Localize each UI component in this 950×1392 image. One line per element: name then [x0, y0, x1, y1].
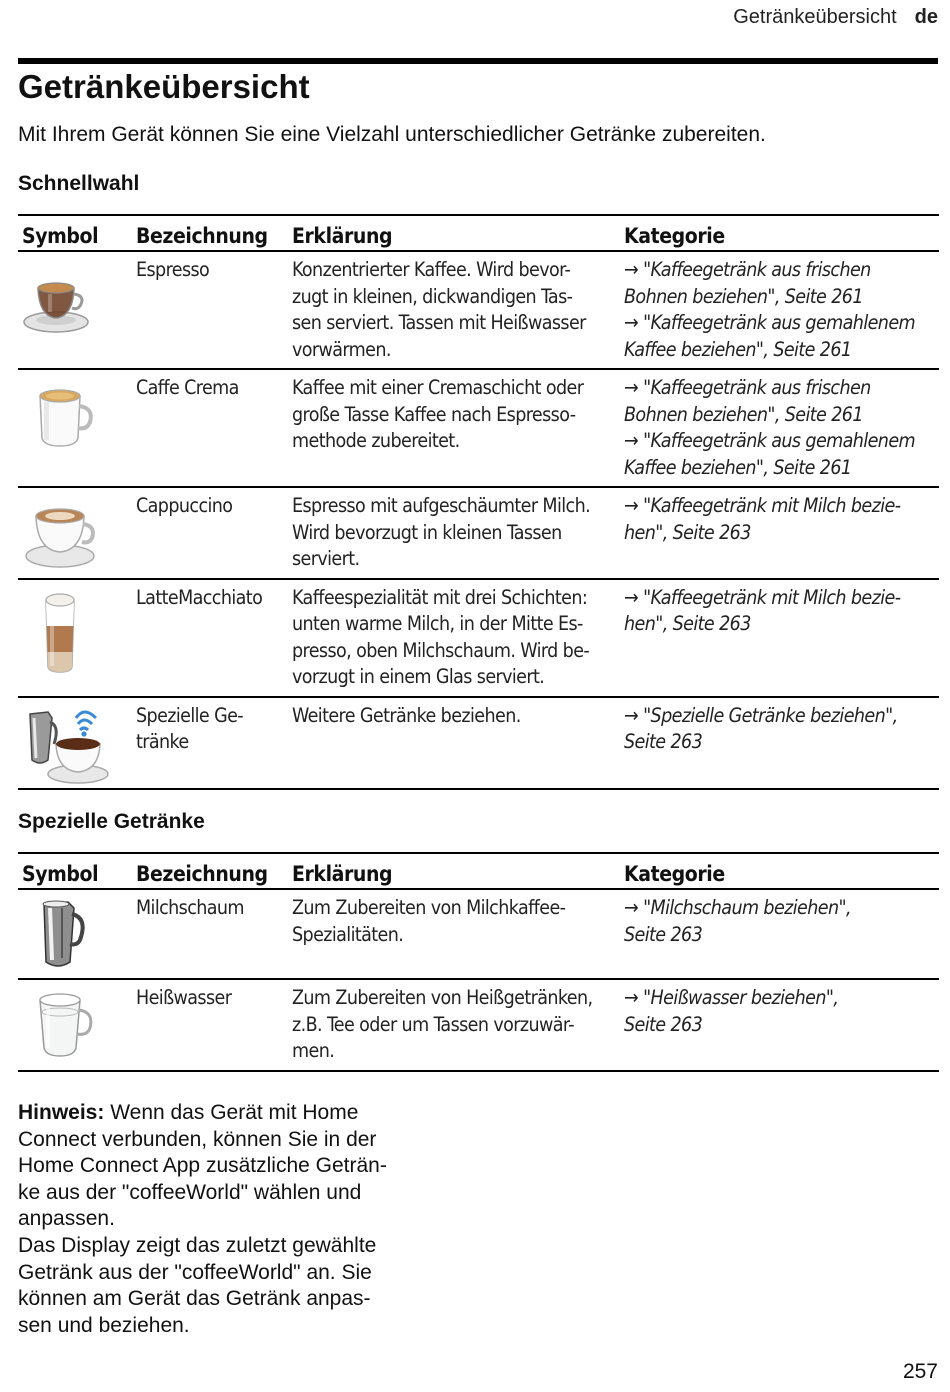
table-row: [18, 579, 939, 697]
column-header-category: Kategorie: [620, 215, 939, 251]
drink-name: Cappuccino: [132, 487, 288, 579]
table-row: [18, 251, 939, 369]
running-header: [733, 6, 938, 29]
symbol-cell: [18, 889, 132, 979]
drink-name: Heißwasser: [132, 979, 288, 1071]
cappuccino-cup-icon: [22, 494, 104, 574]
table-row: [18, 697, 939, 789]
table-header-row: [18, 853, 939, 889]
table-row: [18, 369, 939, 487]
symbol-cell: [18, 697, 132, 789]
language-code: de: [914, 6, 938, 28]
drink-explanation: Zum Zubereiten von Heißgetränken, z.B. Tee oder um Tassen vorzuwär- men.: [288, 979, 620, 1071]
column-header-explanation: Erklärung: [288, 853, 620, 889]
symbol-cell: [18, 579, 132, 697]
drink-explanation: Konzentrierter Kaffee. Wird bevor- zugt in kleinen, dickwandigen Tas- sen serviert. Tassen mit Heißwasser vorwärmen.: [288, 251, 620, 369]
drink-category: → "Kaffeegetränk mit Milch bezie- hen", Seite 263: [620, 579, 939, 697]
note-block: Hinweis: Wenn das Gerät mit Home Connect verbunden, können Sie in der Home Connect App zusätzliche Geträn- ke aus der "coffeeWorld" wählen und anpassen. Das Display zeigt das zuletzt gewählte Getränk aus der "coffeeWorld" an. Sie können am Gerät das Getränk anpas- sen und beziehen.: [18, 1101, 387, 1337]
column-header-symbol: Symbol: [18, 853, 132, 889]
drink-name: Espresso: [132, 251, 288, 369]
hot-water-glass-icon: [22, 986, 104, 1062]
category-link[interactable]: → "Milchschaum beziehen",: [624, 896, 851, 919]
running-title: Getränkeübersicht: [733, 6, 897, 28]
section-heading-special-drinks: Spezielle Getränke: [18, 810, 205, 833]
latte-macchiato-glass-icon: [22, 586, 104, 676]
table-header-row: [18, 215, 939, 251]
symbol-cell: [18, 251, 132, 369]
drink-name: Spezielle Ge- tränke: [132, 697, 288, 789]
drink-name: LatteMacchiato: [132, 579, 288, 697]
special-drinks-icon: [22, 704, 112, 788]
column-header-name: Bezeichnung: [132, 853, 288, 889]
category-link[interactable]: → "Kaffeegetränk mit Milch bezie-: [624, 585, 901, 609]
quick-select-table: [18, 214, 939, 790]
drink-category: → "Spezielle Getränke beziehen", Seite 263: [620, 697, 939, 789]
drink-name: Milchschaum: [132, 889, 288, 979]
category-link[interactable]: → "Kaffeegetränk aus frischen: [624, 376, 871, 399]
category-link[interactable]: → "Kaffeegetränk aus gemahlenem: [624, 429, 916, 452]
caffe-crema-cup-icon: [22, 376, 104, 456]
symbol-cell: [18, 979, 132, 1071]
drink-explanation: Kaffeespezialität mit drei Schichten: unten warme Milch, in der Mitte Es- presso, oben Milchschaum. Wird be- vorzugt in einem Glas serviert.: [288, 579, 620, 697]
symbol-cell: [18, 487, 132, 579]
table-row: [18, 889, 939, 979]
milk-jug-icon: [22, 896, 104, 976]
drink-category: → "Kaffeegetränk mit Milch bezie- hen", Seite 263: [620, 487, 939, 579]
drink-explanation: Zum Zubereiten von Milchkaffee- Spezialitäten.: [288, 889, 620, 979]
table-row: [18, 979, 939, 1071]
symbol-cell: [18, 369, 132, 487]
intro-text: Mit Ihrem Gerät können Sie eine Vielzahl unterschiedlicher Getränke zubereiten.: [18, 123, 766, 146]
section-heading-quick-select: Schnellwahl: [18, 172, 140, 195]
drink-category: → "Milchschaum beziehen", Seite 263: [620, 889, 939, 979]
column-header-name: Bezeichnung: [132, 215, 288, 251]
drink-explanation: Kaffee mit einer Cremaschicht oder große Tasse Kaffee nach Espresso- methode zubereitet.: [288, 369, 620, 487]
category-link[interactable]: → "Kaffeegetränk aus gemahlenem: [624, 311, 916, 334]
category-link[interactable]: → "Spezielle Getränke beziehen",: [624, 703, 898, 727]
drink-name: Caffe Crema: [132, 369, 288, 487]
page-title: Getränkeübersicht: [18, 68, 310, 105]
header-rule: [18, 58, 938, 64]
category-link[interactable]: → "Kaffeegetränk aus frischen: [624, 258, 871, 281]
drink-explanation: Espresso mit aufgeschäumter Milch. Wird bevorzugt in kleinen Tassen serviert.: [288, 487, 620, 579]
drink-category: → "Kaffeegetränk aus frischen Bohnen beziehen", Seite 261 → "Kaffeegetränk aus gemahlenem Kaffee beziehen", Seite 261: [620, 251, 939, 369]
drink-category: → "Heißwasser beziehen", Seite 263: [620, 979, 939, 1071]
category-link[interactable]: → "Kaffeegetränk mit Milch bezie-: [624, 494, 901, 517]
page-number: 257: [902, 1360, 938, 1383]
note-label: Hinweis:: [18, 1101, 105, 1124]
category-link[interactable]: → "Heißwasser beziehen",: [624, 986, 839, 1009]
table-row: [18, 487, 939, 579]
special-drinks-table: [18, 852, 939, 1072]
column-header-category: Kategorie: [620, 853, 939, 889]
espresso-cup-icon: [22, 258, 104, 338]
column-header-explanation: Erklärung: [288, 215, 620, 251]
drink-explanation: Weitere Getränke beziehen.: [288, 697, 620, 789]
column-header-symbol: Symbol: [18, 215, 132, 251]
drink-category: → "Kaffeegetränk aus frischen Bohnen beziehen", Seite 261 → "Kaffeegetränk aus gemahlenem Kaffee beziehen", Seite 261: [620, 369, 939, 487]
